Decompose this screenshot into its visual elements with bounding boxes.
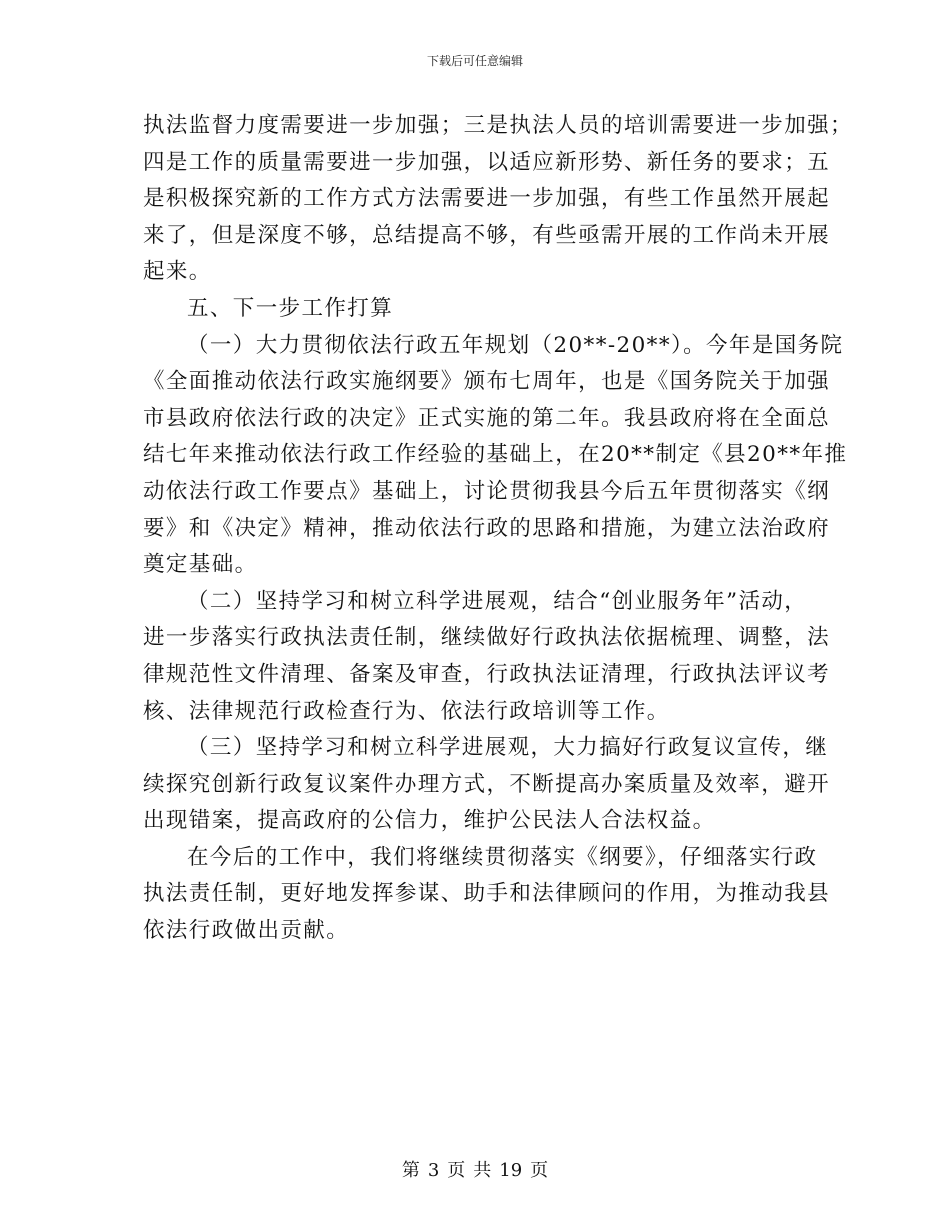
text-line: 动依法行政工作要点》基础上，讨论贯彻我县今后五年贯彻落实《纲 <box>143 478 831 504</box>
text-line: 依法行政做出贡献。 <box>143 918 350 944</box>
page-header: 下载后可任意编辑 <box>426 54 523 68</box>
text-line: 奠定基础。 <box>143 552 258 578</box>
text-line: （三）坚持学习和树立科学进展观，大力搞好行政复议宣传，继 <box>187 735 829 761</box>
text-line: 来了，但是深度不够，总结提高不够，有些亟需开展的工作尚未开展 <box>143 222 831 248</box>
text-line: 进一步落实行政执法责任制，继续做好行政执法依据梳理、调整，法 <box>143 625 831 651</box>
text-line: 续探究创新行政复议案件办理方式，不断提高办案质量及效率，避开 <box>143 771 831 797</box>
text-line: 执法责任制，更好地发挥参谋、助手和法律顾问的作用，为推动我县 <box>143 881 831 907</box>
document-body <box>143 108 853 950</box>
footer-total-label: 共 <box>473 1160 492 1181</box>
text-line: 四是工作的质量需要进一步加强，以适应新形势、新任务的要求；五 <box>143 149 831 175</box>
text-line: 市县政府依法行政的决定》正式实施的第二年。我县政府将在全面总 <box>143 405 831 431</box>
text-line: 执法监督力度需要进一步加强；三是执法人员的培训需要进一步加强； <box>143 113 853 138</box>
text-line: 在今后的工作中，我们将继续贯彻落实《纲要》，仔细落实行政 <box>187 844 818 870</box>
footer-page-label: 页 <box>447 1160 466 1181</box>
footer-current-page: 3 <box>427 1160 440 1181</box>
text-line: 出现错案，提高政府的公信力，维护公民法人合法权益。 <box>143 808 716 834</box>
footer-total-pages: 19 <box>499 1160 523 1181</box>
text-line: 起来。 <box>143 259 212 285</box>
text-line: （一）大力贯彻依法行政五年规划（20**-20**）。今年是国务院 <box>187 332 844 358</box>
text-line: 核、法律规范行政检查行为、依法行政培训等工作。 <box>143 698 670 724</box>
text-line: 五、下一步工作打算 <box>187 295 394 321</box>
page-footer <box>0 1156 950 1182</box>
text-line: 结七年来推动依法行政工作经验的基础上，在20**制定《县20**年推 <box>143 442 848 468</box>
text-line: （二）坚持学习和树立科学进展观，结合“创业服务年”活动， <box>187 588 808 614</box>
footer-suffix: 页 <box>530 1160 549 1181</box>
text-line: 律规范性文件清理、备案及审查，行政执法证清理，行政执法评议考 <box>143 661 831 687</box>
footer-prefix: 第 <box>401 1160 420 1181</box>
text-line: 是积极探究新的工作方式方法需要进一步加强，有些工作虽然开展起 <box>143 186 831 212</box>
text-line: 要》和《决定》精神，推动依法行政的思路和措施，为建立法治政府 <box>143 515 831 541</box>
text-line: 《全面推动依法行政实施纲要》颁布七周年，也是《国务院关于加强 <box>143 369 831 395</box>
